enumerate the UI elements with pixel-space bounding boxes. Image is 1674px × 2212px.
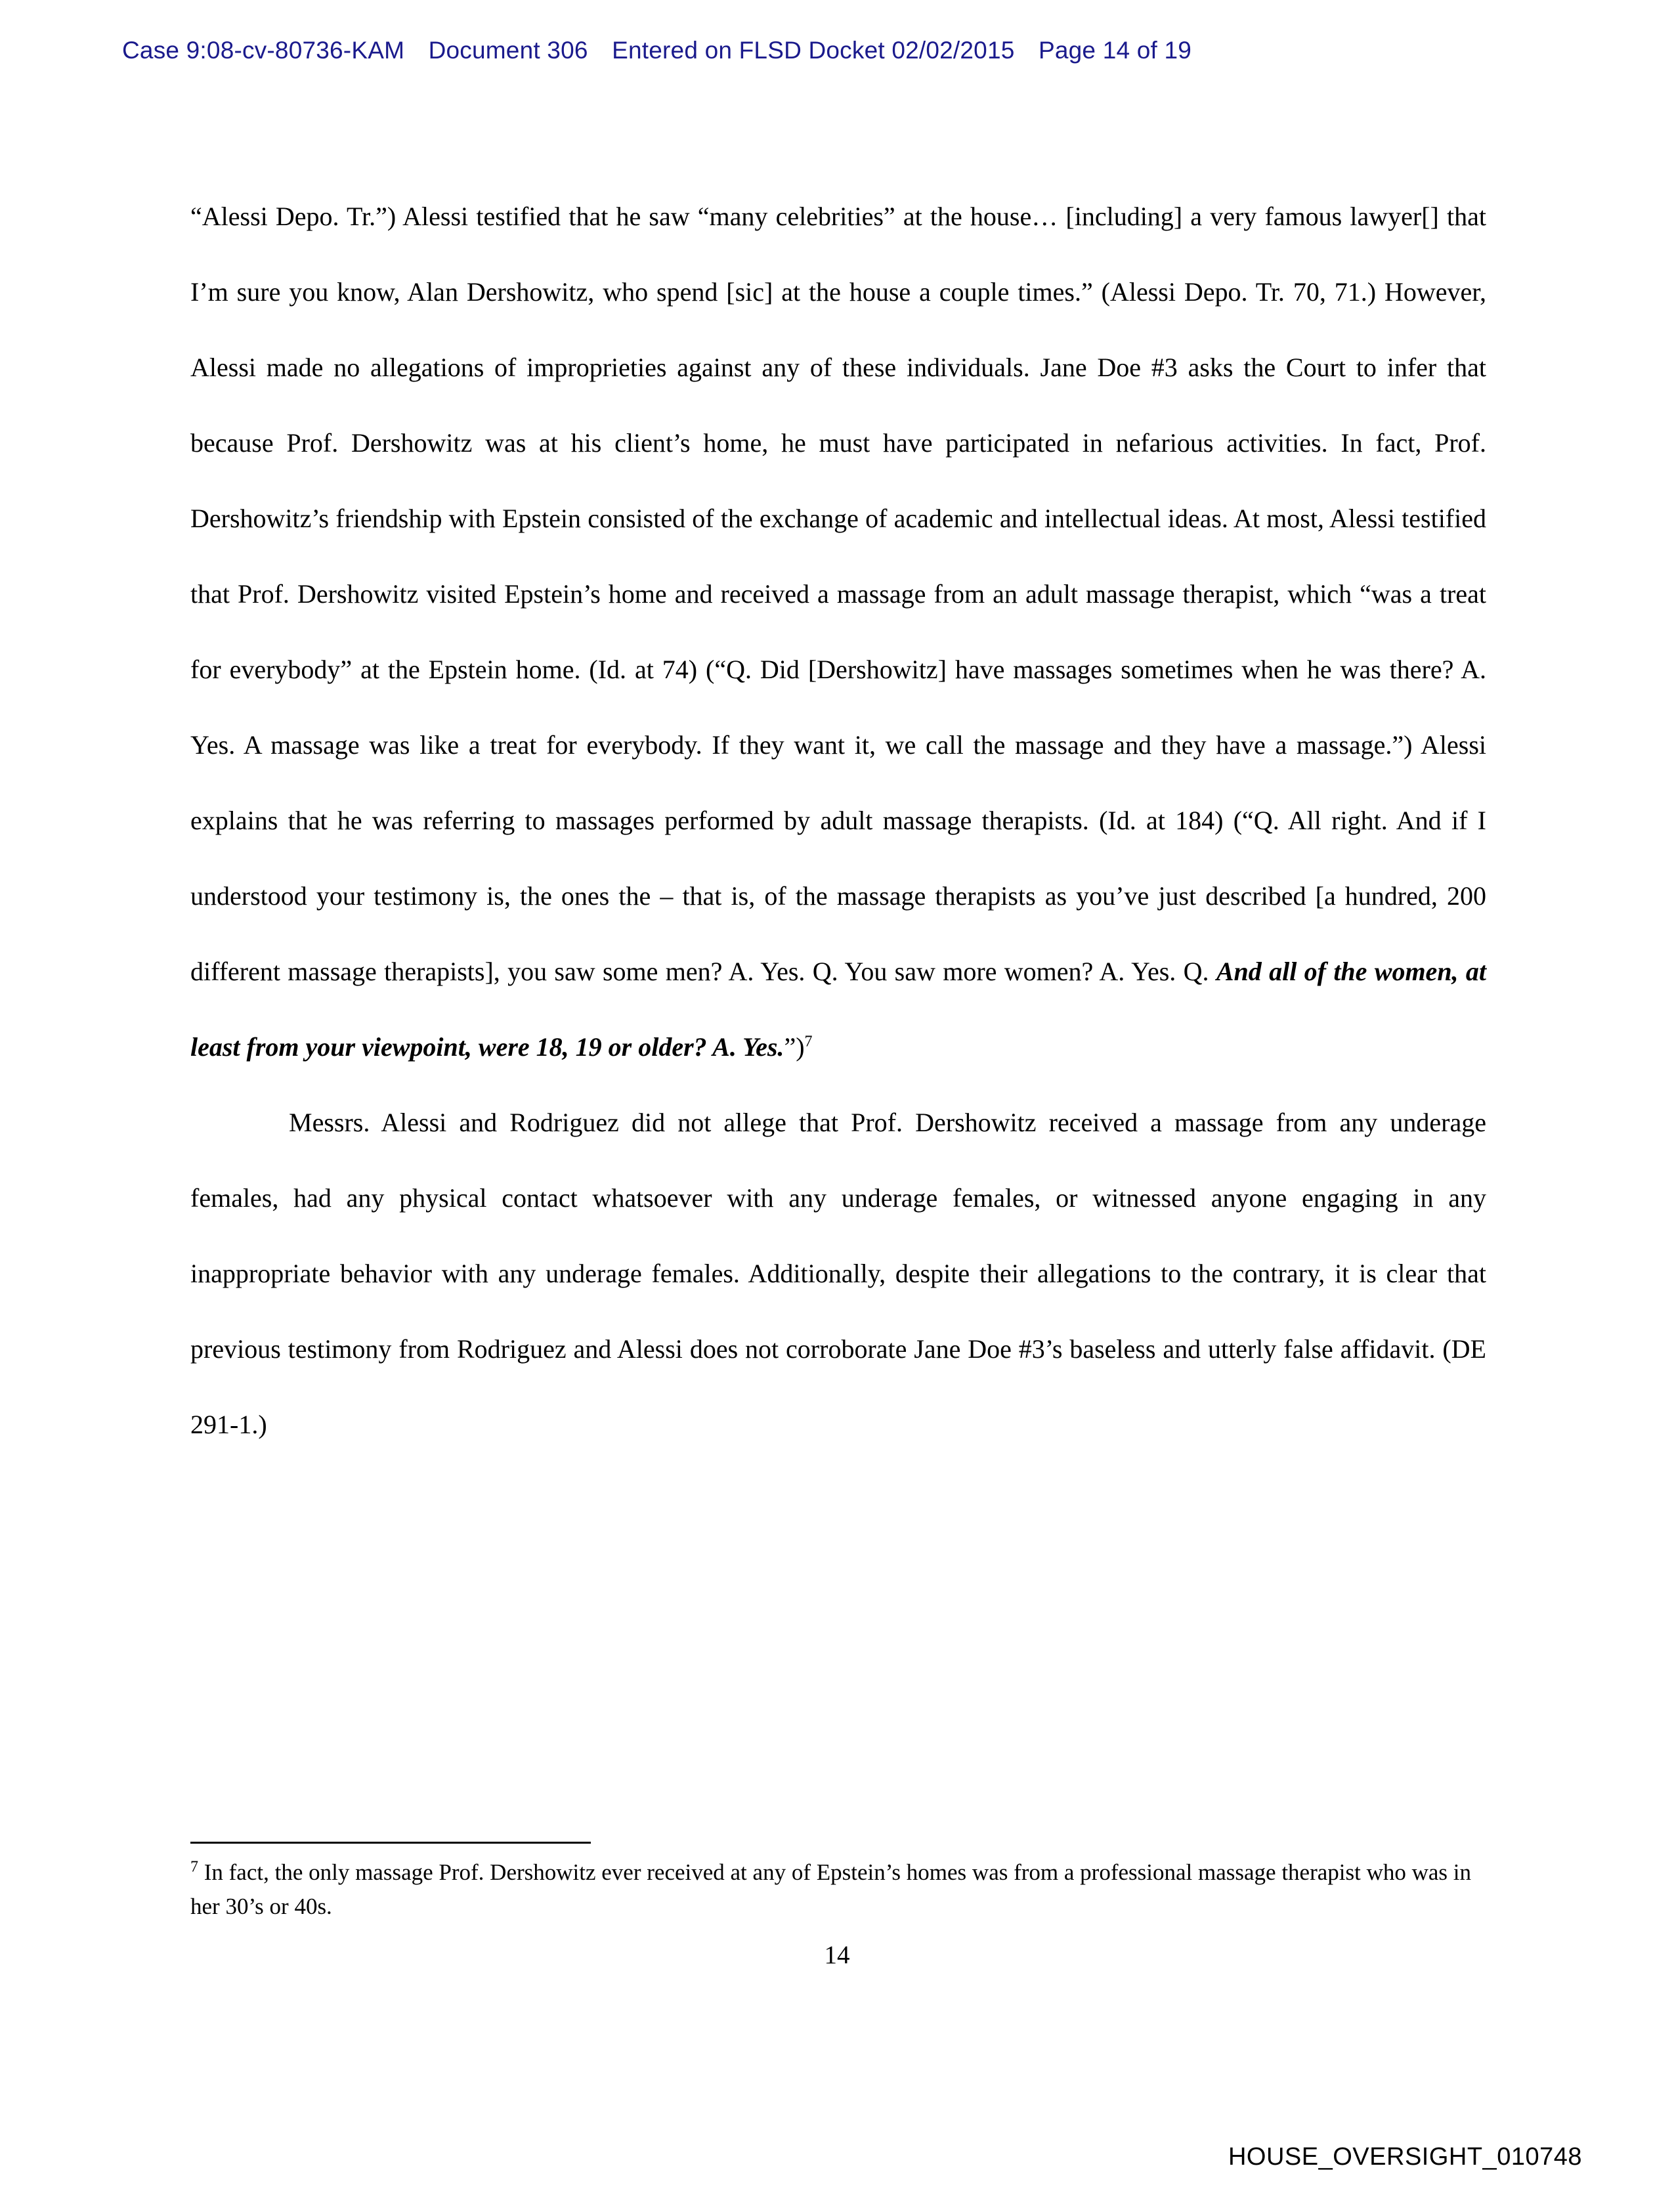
header-case-number: Case 9:08-cv-80736-KAM	[122, 37, 405, 64]
paragraph-no-allegations: Messrs. Alessi and Rodriguez did not allege that Prof. Dershowitz received a massage from any underage females, had any physical contact whatsoever with any underage females, or witnessed anyone engaging in any inappropriate behavior with any underage females. Additionally, despite their allegations to the contrary, it is clear that previous testimony from Rodriguez and Alessi does not corroborate Jane Doe #3’s baseless and utterly false affidavit. (DE 291-1.)	[190, 1108, 1486, 1439]
footnote-marker: 7	[190, 1858, 198, 1876]
footnote-reference-7: 7	[804, 1033, 813, 1051]
footnote-separator-rule	[190, 1842, 591, 1844]
footnote-7	[190, 1855, 1486, 1924]
court-filing-header	[122, 37, 1191, 64]
header-page-indicator: Page 14 of 19	[1039, 37, 1192, 64]
paragraph-1-text-part-1: “Alessi Depo. Tr.”) Alessi testified that he saw “many celebrities” at the house… [including] a very famous lawyer[] that I’m sure you know, Alan Dershowitz, who spend [sic] at the house a couple times.” (Alessi Depo. Tr. 70, 71.) However, Alessi made no allegations of improprieties against any of these individuals. Jane Doe #3 asks the Court to infer that because Prof. Dershowitz was at his client’s home, he must have participated in nefarious activities. In fact, Prof. Dershowitz’s friendship with Epstein consisted of the exchange of academic and intellectual ideas. At most, Alessi testified that Prof. Dershowitz visited Epstein’s home and received a massage from an adult massage therapist, which “was a treat for everybody” at the Epstein home. (Id. at 74) (“Q. Did [Dershowitz] have massages sometimes when he was there? A. Yes. A massage was like a treat for everybody. If they want it, we call the massage and they have a massage.”) Alessi explains that he was referring to massages performed by adult massage therapists. (Id. at 184) (“Q. All right. And if I understood your testimony is, the ones the – that is, of the massage therapists as you’ve just described [a hundred, 200 different massage therapists], you saw some men? A. Yes. Q. You saw more women? A. Yes. Q.	[190, 202, 1486, 986]
footnote-text: In fact, the only massage Prof. Dershowitz ever received at any of Epstein’s homes was from a professional massage therapist who was in her 30’s or 40s.	[190, 1859, 1472, 1919]
footnote-block	[190, 1842, 1486, 1924]
paragraph-alessi-testimony	[190, 179, 1486, 1085]
bates-number: HOUSE_OVERSIGHT_010748	[1228, 2143, 1582, 2171]
document-body	[190, 179, 1486, 1462]
header-document-number: Document 306	[428, 37, 588, 64]
paragraph-1-text-part-2: ”)	[784, 1032, 805, 1062]
header-docket-entry: Entered on FLSD Docket 02/02/2015	[612, 37, 1015, 64]
page-number: 14	[824, 1941, 850, 1969]
paragraph-1-emphasized-quote: And all of the women, at least from your viewpoint, were 18, 19 or older? A. Yes.	[190, 957, 1487, 1062]
